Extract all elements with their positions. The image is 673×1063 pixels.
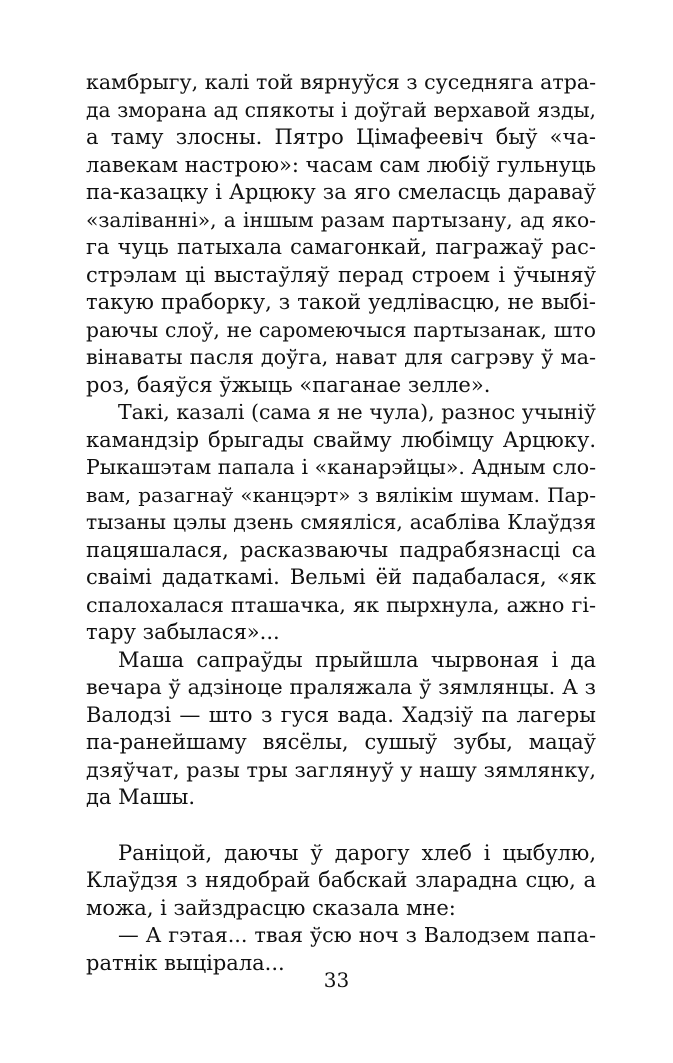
text-line: а таму злосны. Пятро Цімафеевіч быў «ча- xyxy=(86,125,596,149)
text-line: да Машы. xyxy=(86,785,196,809)
text-line: камандзір брыгады свайму любімцу Арцюку. xyxy=(86,427,596,452)
text-line: вам, разагнаў «канцэрт» з вялікім шумам. Пар- xyxy=(86,482,596,507)
paragraph-4 xyxy=(86,840,596,923)
text-line: Маша сапраўды прыйшла чырвоная і да xyxy=(118,647,596,672)
text-line: дзяўчат, разы тры заглянуў у нашу зямлянку, xyxy=(86,757,596,782)
paragraph-3 xyxy=(86,647,596,812)
text-line: Рыкашэтам папала і «канарэйцы». Адным сло- xyxy=(86,455,596,479)
text-line: роз, баяўся ўжыць «паганае зелле». xyxy=(86,372,491,397)
text-line: тару забылася»... xyxy=(86,620,280,644)
text-line: такую праборку, з такой уедлівасцю, не выбі- xyxy=(86,290,596,314)
paragraph-2 xyxy=(86,399,596,647)
text-line: па-казацку і Арцюку за яго смеласць дараваў xyxy=(86,180,596,204)
text-line: камбрыгу, калі той вярнуўся з суседняга атра- xyxy=(86,70,596,94)
text-line: Валодзі — што з гуся вада. Хадзіў па лагеры xyxy=(86,702,596,727)
text-line: тызаны цэлы дзень смяяліся, асабліва Клаўдзя xyxy=(86,510,596,534)
text-line: можа, і зайздрасцю сказала мне: xyxy=(86,895,456,920)
text-line: пацяшалася, расказваючы падрабязнасці са xyxy=(86,537,596,562)
paragraph-1 xyxy=(86,69,596,399)
text-line: Такі, казалі (сама я не чула), разнос учыніў xyxy=(118,400,596,424)
text-line: га чуць патыхала самагонкай, пагражаў рас- xyxy=(86,235,596,259)
dialogue-line: — А гэтая... твая ўсю ноч з Валодзем папа- xyxy=(118,923,596,947)
text-line: Клаўдзя з нядобрай бабскай зларадна сцю, а xyxy=(86,868,596,892)
page-number: 33 xyxy=(323,968,350,992)
text-line: Раніцой, даючы ў дарогу хлеб і цыбулю, xyxy=(118,840,596,865)
text-line: стрэлам ці выстаўляў перад строем і ўчыняў xyxy=(86,262,596,287)
text-line: раючы слоў, не саромеючыся партызанак, што xyxy=(86,317,596,342)
text-line: «заліванні», а іншым разам партызану, ад яко- xyxy=(86,207,596,232)
text-line: спалохалася пташачка, як пырхнула, ажно гі- xyxy=(86,592,596,617)
text-line: да зморана ад спякоты і доўгай верхавой язды, xyxy=(86,97,596,122)
dialogue-line: ратнік выцірала... xyxy=(86,950,285,975)
text-line: па-ранейшаму вясёлы, сушыў зубы, мацаў xyxy=(86,730,596,754)
text-line: лавекам настрою»: часам сам любіў гульнуць xyxy=(86,152,597,177)
text-line: вечара ў адзіноце праляжала ў зямлянцы. А з xyxy=(86,675,596,699)
text-line: сваімі дадаткамі. Вельмі ёй падабалася, «як xyxy=(86,565,596,589)
body-text xyxy=(86,69,596,977)
text-line: вінаваты пасля доўга, нават для сагрэву ў ма- xyxy=(86,345,596,369)
section-break xyxy=(86,812,596,840)
